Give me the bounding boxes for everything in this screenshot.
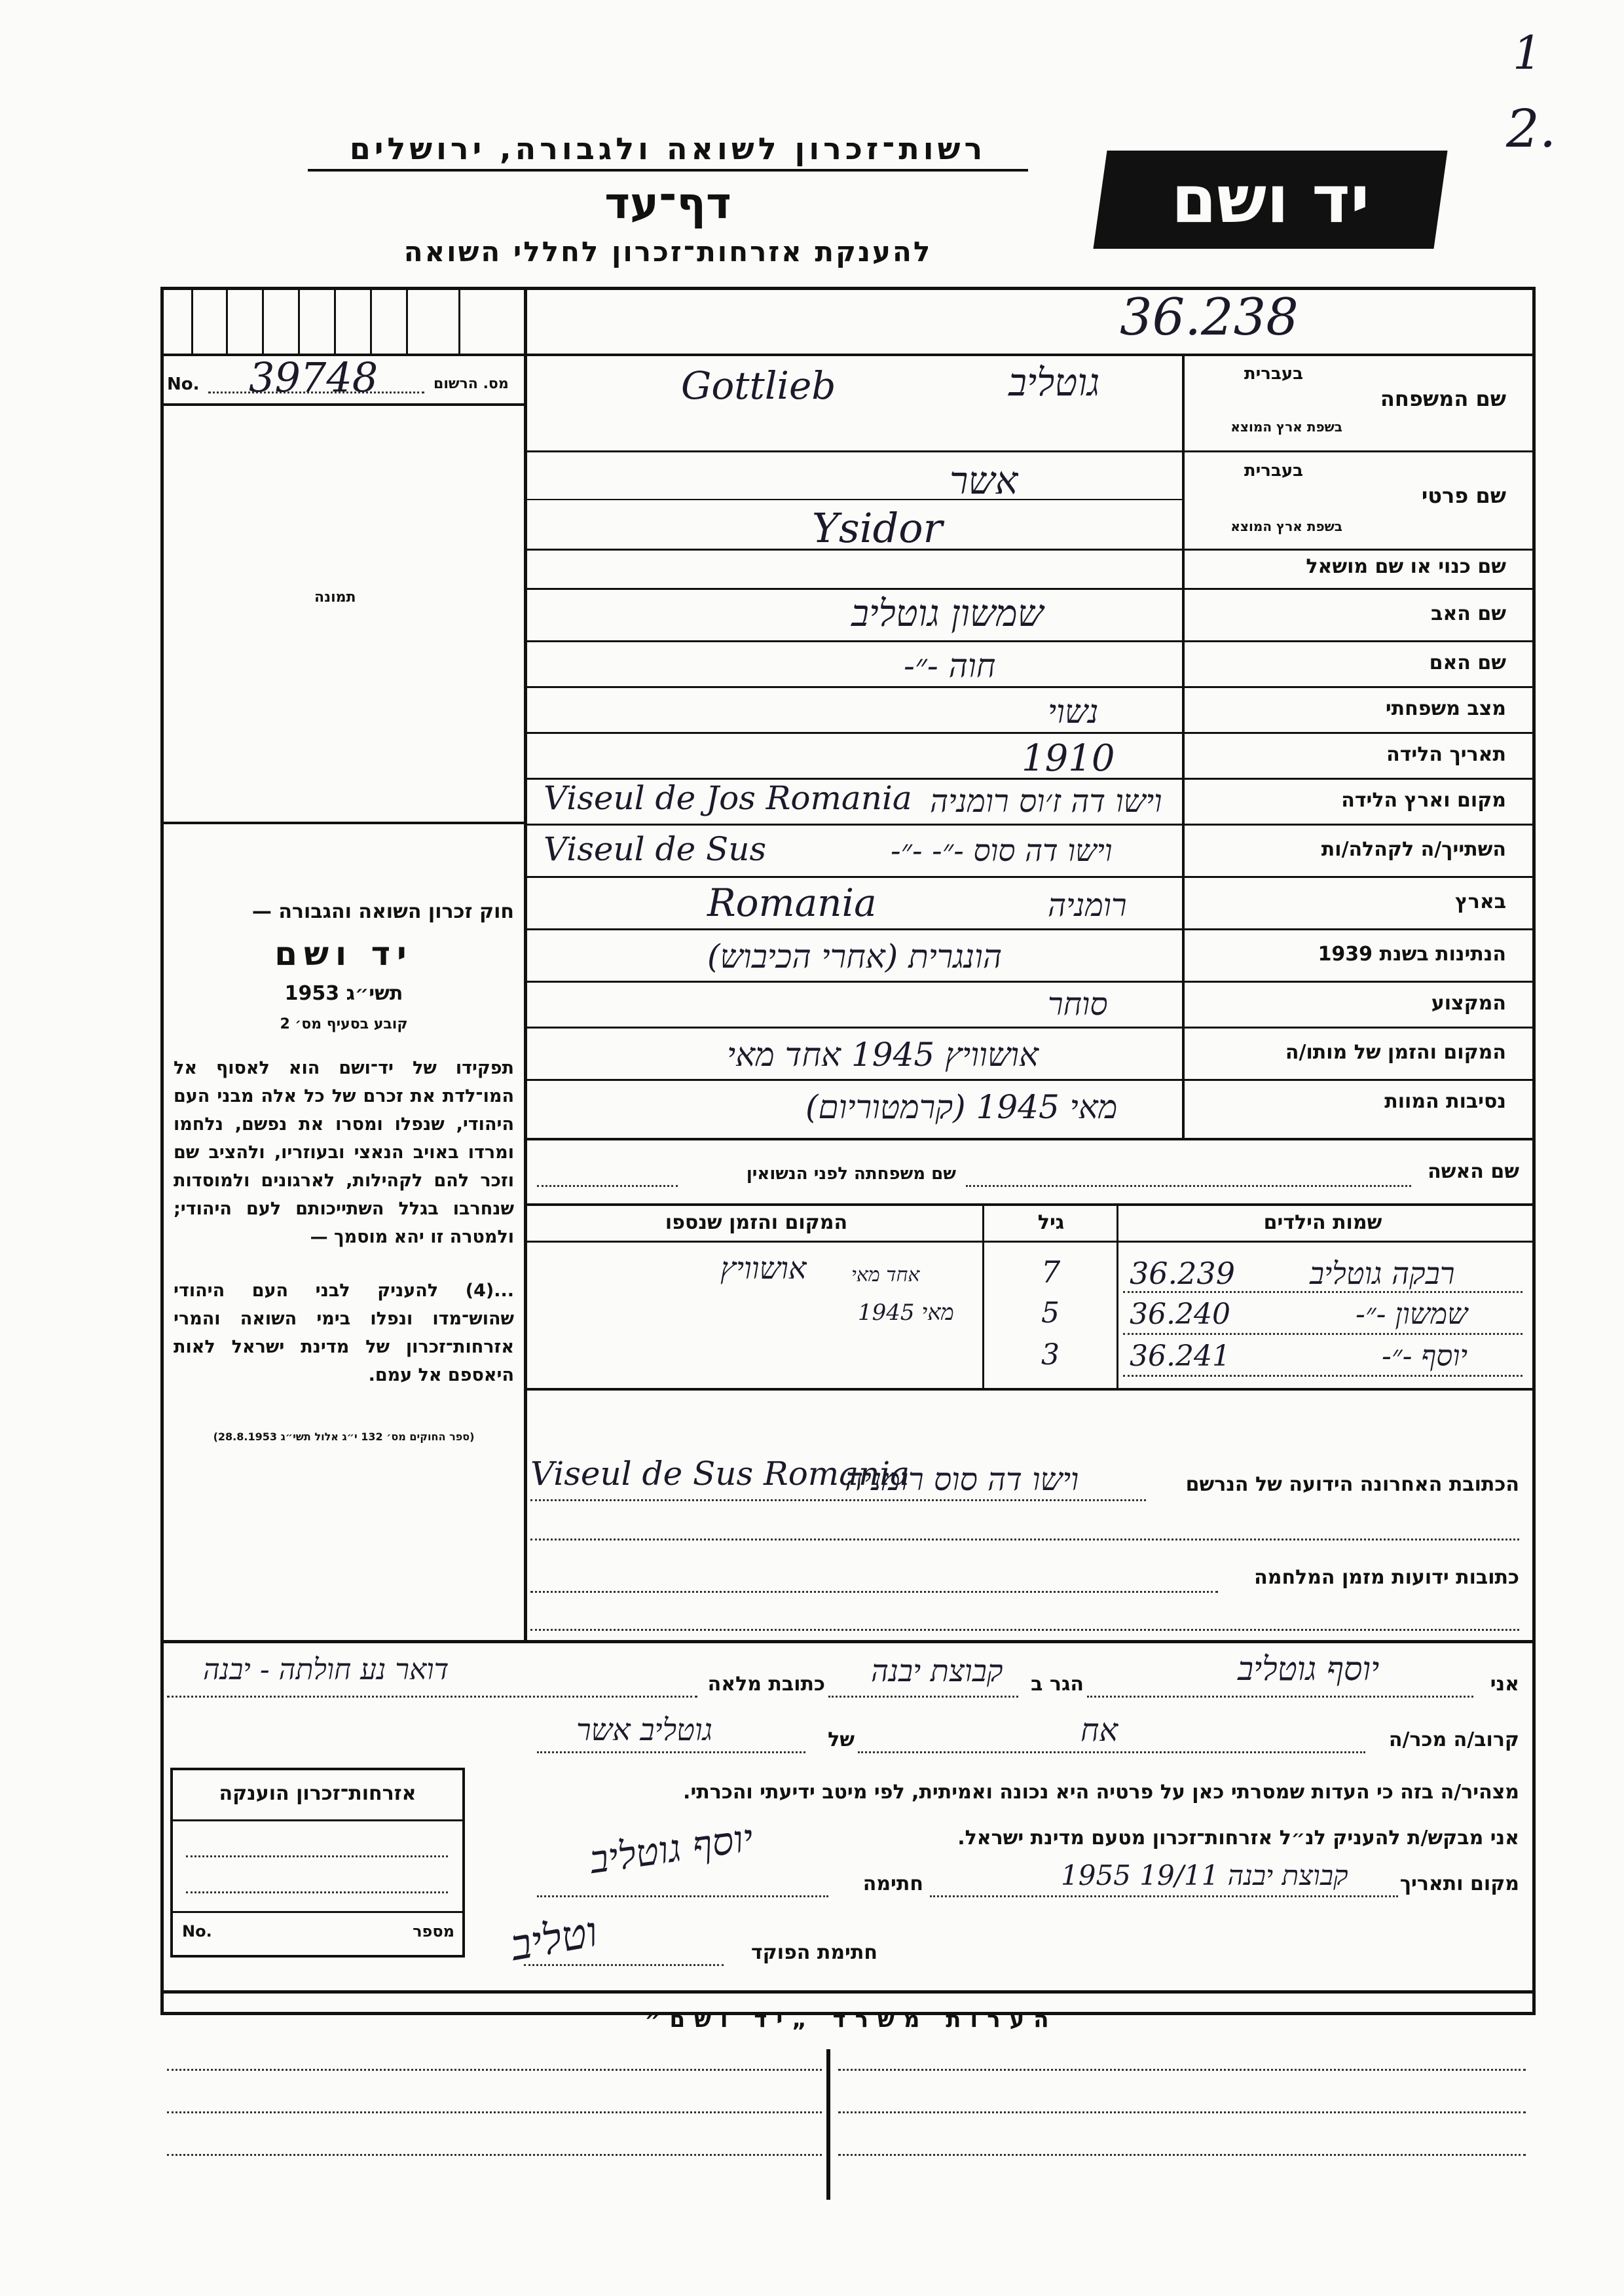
profession-label: המקצוע bbox=[1431, 992, 1506, 1015]
photo-box-bottom bbox=[160, 822, 527, 824]
child-number: 36.241 bbox=[1130, 1339, 1230, 1373]
last-address-hebrew: וישו דה סוס רומניה bbox=[845, 1461, 1079, 1498]
child-row-dots bbox=[1123, 1333, 1522, 1335]
row-line bbox=[527, 549, 1536, 551]
org-underline bbox=[308, 169, 1028, 172]
declarant-name: יוסף גוטליב bbox=[1238, 1650, 1380, 1688]
child-number: 36.239 bbox=[1130, 1256, 1235, 1291]
logo-text: יד ושם bbox=[1171, 161, 1370, 238]
signature-dots bbox=[537, 1895, 828, 1897]
war-addresses-label: כתובות ידועות מזמן המלחמה bbox=[1254, 1566, 1519, 1589]
row-line bbox=[527, 450, 1536, 452]
law-name: יד ושם bbox=[274, 935, 413, 973]
notes-dots bbox=[167, 2154, 822, 2156]
place-date-value: קבוצת יבנה 19/11 1955 bbox=[1061, 1859, 1348, 1891]
sub-row-line bbox=[527, 499, 1182, 500]
residence-dots bbox=[828, 1696, 1018, 1698]
form-subtitle: להענקת אזרחות־זכרון לחללי השואה bbox=[403, 236, 932, 268]
citizenship-box-line bbox=[173, 1911, 462, 1913]
in-hebrew-label: בעברית bbox=[1244, 364, 1303, 384]
row-line bbox=[527, 732, 1536, 734]
strip-box-line bbox=[191, 287, 193, 354]
reg-no-label-he: מס. הרשום bbox=[434, 376, 509, 392]
last-address-latin: Viseul de Sus Romania bbox=[530, 1455, 910, 1493]
law-text-1: תפקידו של יד־ושם הוא לאסוף אל המו־לדת את זכרם של כל אלה מבני העם היהודי, שנפלו ומסרו את נפשם, נלחמו ומרדו באויב הנאצי ובעוזריו, ולהציב שם וזכר להם לקהילות, לארגונים ולמוסדות שנחרבו בגלל השתייכותם לעם היהודי; ולמטרה זו יהא מוסמך — bbox=[174, 1058, 514, 1247]
row-line bbox=[527, 588, 1536, 590]
row-line bbox=[527, 1079, 1536, 1081]
law-title: חוק זכרון השואה והגבורה — bbox=[251, 900, 514, 923]
row-line bbox=[527, 1138, 1536, 1140]
officer-signature-dots bbox=[524, 1964, 724, 1966]
country-hebrew: רומניה bbox=[1048, 887, 1127, 924]
birth-place-latin: Viseul de Jos Romania bbox=[544, 779, 912, 817]
declaration-text: מצהיר/ה בזה כי העדות שמסרתי כאן על פרטיה היא נכונה ואמיתית, לפי מיטב ידיעתי והכרתי. bbox=[683, 1781, 1519, 1804]
yad-vashem-logo bbox=[1093, 151, 1447, 249]
birth-place-label: מקום וארץ הלידה bbox=[1341, 789, 1506, 812]
child-place: מאי 1945 bbox=[858, 1300, 954, 1326]
nickname-label: שם כנוי או שם מושאל bbox=[1306, 555, 1506, 578]
child-name: שמשון -״- bbox=[1356, 1298, 1468, 1331]
child-row-dots bbox=[1123, 1291, 1522, 1293]
citizenship-box-dots bbox=[186, 1855, 448, 1857]
strip-box-line bbox=[334, 287, 336, 354]
place-date-dots bbox=[930, 1895, 1398, 1897]
top-number: 36.238 bbox=[1120, 288, 1299, 347]
notes-divider bbox=[826, 2049, 830, 2200]
citizenship-box-title: אזרחות־זכרון הוענקה bbox=[219, 1782, 416, 1805]
form-title: דף־עד bbox=[604, 178, 731, 228]
notes-dots bbox=[838, 2154, 1526, 2156]
community-label: השתייך/ה לקהלה/ות bbox=[1321, 838, 1506, 861]
children-col-divider bbox=[1116, 1205, 1118, 1388]
profession-value: סוחר bbox=[1048, 986, 1108, 1023]
war-addresses-dots bbox=[530, 1591, 1218, 1593]
citizenship-box-no-en: No. bbox=[182, 1922, 212, 1941]
children-bottom-line bbox=[527, 1388, 1536, 1391]
row-line bbox=[527, 1027, 1536, 1029]
strip-box-line bbox=[262, 287, 264, 354]
request-text: אני מבקש/ת להעניק לנ״ל אזרחות־זכרון מטעם מדינת ישראל. bbox=[957, 1827, 1519, 1850]
child-age: 5 bbox=[1041, 1296, 1060, 1330]
org-line: רשות־זכרון לשואה ולגבורה, ירושלים bbox=[349, 131, 987, 166]
father-value: שמשון גוטליב bbox=[851, 592, 1044, 635]
law-text-2: ...(4) להעניק לבני העם היהודי שהוש־מדו ונפלו בימי השואה והמרי אזרחות־זכרון של מדינת ישראל לאות היאספם אל עמם. bbox=[174, 1281, 514, 1385]
wife-dots bbox=[966, 1185, 1411, 1187]
label-column-divider bbox=[1182, 354, 1185, 1139]
death-place-value: אושוויץ 1945 אחד מאי bbox=[727, 1036, 1039, 1074]
birth-date-label: תאריך הלידה bbox=[1386, 743, 1506, 766]
strip-box-line bbox=[226, 287, 228, 354]
child-place: אושוויץ bbox=[720, 1250, 807, 1286]
death-place-label: המקום והזמן של מותו/ה bbox=[1285, 1041, 1506, 1064]
row-line bbox=[527, 876, 1536, 878]
death-circumstances-label: נסיבות המוות bbox=[1384, 1090, 1506, 1113]
children-place-note: אחד מאי bbox=[851, 1264, 920, 1286]
birth-place-hebrew: וישו דה ז׳וס רומניה bbox=[930, 783, 1162, 820]
last-address-dots bbox=[530, 1499, 1146, 1501]
row-line bbox=[527, 686, 1536, 688]
last-address-label: הכתובת האחרונה הידועה של הנרשם bbox=[1185, 1473, 1519, 1496]
corner-mark-bottom: 2. bbox=[1506, 98, 1557, 159]
relation-value: אח bbox=[1080, 1712, 1118, 1749]
full-address: דואר נע חולתה - יבנה bbox=[203, 1653, 449, 1686]
row-line bbox=[527, 640, 1536, 642]
first-name-label: שם פרטי bbox=[1421, 483, 1506, 508]
surname-hebrew: גוטליב bbox=[1008, 360, 1100, 405]
declarant-i-label: אני bbox=[1490, 1673, 1519, 1696]
of-label: של bbox=[828, 1728, 855, 1751]
wife-maiden-dots bbox=[537, 1185, 678, 1187]
wife-maiden-label: שם משפחתה לפני הנשואין bbox=[746, 1164, 956, 1184]
row-line bbox=[527, 981, 1536, 983]
marital-label: מצב משפחתי bbox=[1385, 697, 1506, 720]
country-latin: Romania bbox=[707, 881, 877, 925]
place-date-label: מקום ותאריך bbox=[1399, 1872, 1519, 1895]
child-age: 7 bbox=[1041, 1254, 1061, 1290]
relation-label: קרוב/ה מכר/ה bbox=[1388, 1728, 1519, 1751]
row-line bbox=[527, 824, 1536, 826]
law-section: קובע בסעיף מס׳ 2 bbox=[280, 1016, 408, 1032]
marital-value: נשוי bbox=[1048, 693, 1099, 731]
officer-signature-label: חתימת הפוקד bbox=[751, 1941, 877, 1964]
law-year: תשי״ג 1953 bbox=[284, 982, 403, 1005]
strip-box-line bbox=[406, 287, 408, 354]
wife-label: שם האשה bbox=[1428, 1160, 1519, 1183]
children-col-age: גיל bbox=[1037, 1211, 1065, 1234]
corner-mark-top: 1 bbox=[1513, 26, 1542, 80]
notes-dots bbox=[167, 2111, 822, 2113]
declarant-signature: יוסף גוטליב bbox=[587, 1815, 756, 1883]
of-name-dots bbox=[537, 1751, 805, 1753]
strip-box-line bbox=[458, 287, 460, 354]
relation-dots bbox=[858, 1751, 1365, 1753]
notes-dots bbox=[167, 2069, 822, 2071]
surname-latin: Gottlieb bbox=[681, 363, 836, 408]
citizenship-value: הונגרית (אחרי הכיבוש) bbox=[707, 938, 1003, 975]
in-origin-label-2: בשפת ארץ המוצא bbox=[1230, 519, 1342, 534]
children-col-names: שמות הילדים bbox=[1263, 1211, 1382, 1234]
reg-no-value: 39748 bbox=[249, 354, 378, 401]
wife-line bbox=[527, 1203, 1536, 1206]
officer-signature: וטליב bbox=[507, 1908, 602, 1971]
declarant-name-dots bbox=[1087, 1696, 1473, 1698]
notes-top-line bbox=[160, 1990, 1536, 1994]
citizenship-box-dots bbox=[186, 1891, 448, 1893]
child-name: רבקה גוטליב bbox=[1310, 1256, 1455, 1291]
child-number: 36.240 bbox=[1130, 1298, 1230, 1331]
father-label: שם האב bbox=[1431, 602, 1506, 625]
reg-line bbox=[160, 403, 527, 406]
child-age: 3 bbox=[1041, 1338, 1060, 1372]
residence: קבוצת יבנה bbox=[871, 1653, 1003, 1688]
full-address-label: כתובת מלאה bbox=[707, 1673, 825, 1696]
notes-dots bbox=[838, 2069, 1526, 2071]
citizenship-box-no-he: מספר bbox=[413, 1922, 454, 1941]
country-label: בארץ bbox=[1454, 890, 1506, 913]
citizenship-label: הנתינות בשנת 1939 bbox=[1318, 943, 1506, 966]
law-citation: (ספר החוקים מס׳ 132 י״ג אלול תשי״ג 28.8.1953) bbox=[213, 1430, 475, 1443]
first-name-latin: Ysidor bbox=[812, 504, 943, 552]
war-addresses-dots-2 bbox=[530, 1629, 1519, 1631]
birth-date-value: 1910 bbox=[1022, 737, 1115, 780]
child-row-dots bbox=[1123, 1375, 1522, 1377]
resides-label: הגר ב bbox=[1031, 1673, 1084, 1696]
full-address-dots bbox=[167, 1696, 697, 1698]
first-name-hebrew: אשר bbox=[950, 458, 1018, 503]
community-latin: Viseul de Sus bbox=[544, 830, 767, 868]
citizenship-box bbox=[170, 1768, 465, 1958]
in-origin-label: בשפת ארץ המוצא bbox=[1230, 419, 1342, 435]
death-circumstances-value: מאי 1945 (קרמטוריום) bbox=[805, 1088, 1118, 1126]
office-notes-title: הערות משרד „יד ושם״ bbox=[644, 2007, 1058, 2033]
child-name: יוסף -״- bbox=[1382, 1339, 1468, 1373]
row-line bbox=[527, 928, 1536, 930]
notes-dots bbox=[838, 2111, 1526, 2113]
citizenship-box-line bbox=[173, 1819, 462, 1821]
mother-label: שם האם bbox=[1429, 651, 1506, 674]
strip-box-line bbox=[370, 287, 372, 354]
community-hebrew: וישו דה סוס -״- -״- bbox=[891, 833, 1113, 868]
reg-no-label-en: No. bbox=[167, 374, 200, 394]
signature-label: חתימה bbox=[862, 1872, 923, 1895]
children-col-divider bbox=[982, 1205, 984, 1388]
surname-label: שם המשפחה bbox=[1380, 386, 1506, 411]
last-address-dots-2 bbox=[530, 1539, 1519, 1540]
in-hebrew-label-2: בעברית bbox=[1244, 461, 1303, 481]
children-col-place: המקום והזמן שנספו bbox=[665, 1211, 848, 1234]
children-header-line bbox=[527, 1241, 1536, 1243]
of-name: גוטליב אשר bbox=[576, 1712, 712, 1747]
photo-label: תמונה bbox=[314, 589, 356, 606]
declarant-divider bbox=[160, 1640, 1536, 1643]
strip-box-line bbox=[298, 287, 300, 354]
mother-value: חוה -״- bbox=[904, 647, 996, 685]
left-column-divider bbox=[524, 287, 527, 1642]
